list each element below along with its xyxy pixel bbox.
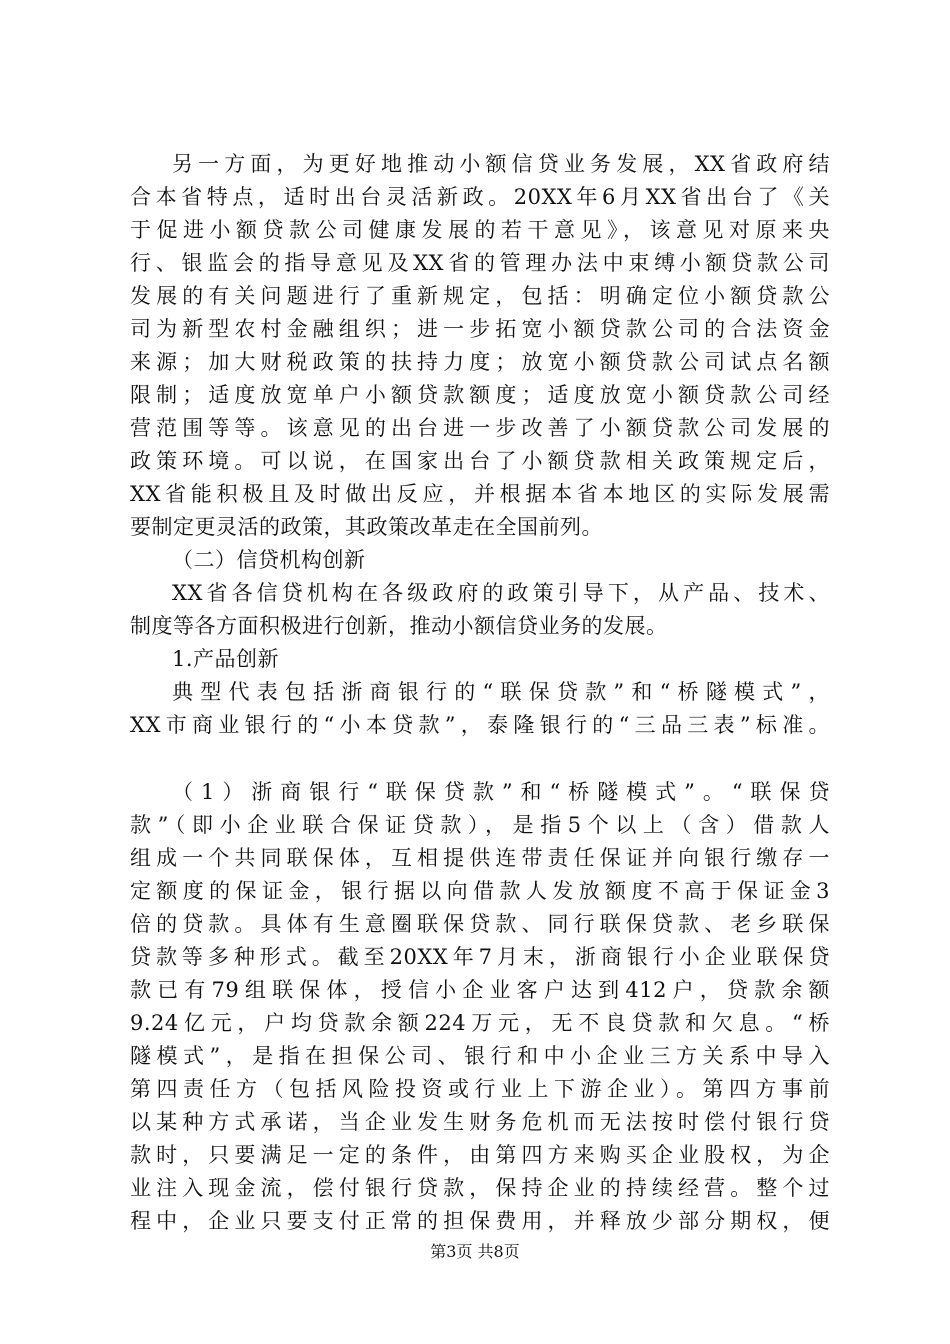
text-line: 营范围等等。该意见的出台进一步改善了小额贷款公司发展的 (130, 416, 830, 440)
text-line: 要制定更灵活的政策，其政策改革走在全国前列。 (130, 515, 603, 539)
text-line: 贷款等多种形式。截至20XX年7月末，浙商银行小企业联保贷 (130, 945, 830, 969)
section-heading: （二）信贷机构创新 (172, 548, 366, 572)
text-line: 款”（即小企业联合保证贷款），是指5个以上（含）借款人 (130, 813, 830, 837)
text-line: 司为新型农村金融组织；进一步拓宽小额贷款公司的合法资金 (130, 317, 830, 341)
text-line: 另一方面，为更好地推动小额信贷业务发展，XX省政府结 (172, 152, 830, 176)
text-line: 合本省特点，适时出台灵活新政。20XX年6月XX省出台了《关 (130, 185, 830, 209)
text-line: 款已有79组联保体，授信小企业客户达到412户，贷款余额 (130, 978, 830, 1002)
paragraph-policy (130, 148, 830, 544)
text-line: 行、银监会的指导意见及XX省的管理办法中束缚小额贷款公司 (130, 251, 830, 275)
text-line: XX省各信贷机构在各级政府的政策引导下，从产品、技术、 (172, 581, 830, 605)
text-line: 来源；加大财税政策的扶持力度；放宽小额贷款公司试点名额 (130, 350, 830, 374)
text-line: 倍的贷款。具体有生意圈联保贷款、同行联保贷款、老乡联保 (130, 912, 830, 936)
text-line: 政策环境。可以说，在国家出台了小额贷款相关政策规定后， (130, 449, 830, 473)
subsection-heading: 1.产品创新 (172, 647, 280, 671)
text-line: 定额度的保证金，银行据以向借款人发放额度不高于保证金3 (130, 879, 830, 903)
text-line: 款时，只要满足一定的条件，由第四方来购买企业股权，为企 (130, 1143, 830, 1167)
text-line: 隧模式”，是指在担保公司、银行和中小企业三方关系中导入 (130, 1044, 830, 1068)
text-line: 业注入现金流，偿付银行贷款，保持企业的持续经营。整个过 (130, 1176, 830, 1200)
paragraph-institutions (130, 577, 830, 643)
page-number-footer: 第3页 共8页 (430, 1242, 520, 1261)
document-body (130, 148, 830, 1238)
paragraph-examples (130, 676, 830, 742)
text-line: 组成一个共同联保体，互相提供连带责任保证并向银行缴存一 (130, 846, 830, 870)
text-line: 第四责任方（包括风险投资或行业上下游企业）。第四方事前 (130, 1077, 830, 1101)
text-line: 9.24亿元，户均贷款余额224万元，无不良贷款和欠息。“桥 (130, 1011, 830, 1035)
text-line: 典型代表包括浙商银行的“联保贷款”和“桥隧模式”， (172, 680, 830, 704)
text-line: 制度等各方面积极进行创新，推动小额信贷业务的发展。 (130, 614, 668, 638)
paragraph-joint-loan (130, 776, 830, 1238)
text-line: XX市商业银行的“小本贷款”，泰隆银行的“三品三表”标准。 (130, 713, 830, 737)
text-line: 于促进小额贷款公司健康发展的若干意见》，该意见对原来央 (130, 218, 830, 242)
paragraph-spacer (130, 742, 830, 776)
text-line: （1）浙商银行“联保贷款”和“桥隧模式”。“联保贷 (172, 780, 830, 804)
text-line: 限制；适度放宽单户小额贷款额度；适度放宽小额贷款公司经 (130, 383, 830, 407)
text-line: XX省能积极且及时做出反应，并根据本省本地区的实际发展需 (130, 482, 830, 506)
text-line: 以某种方式承诺，当企业发生财务危机而无法按时偿付银行贷 (130, 1110, 830, 1134)
text-line: 程中，企业只要支付正常的担保费用，并释放少部分期权，便 (130, 1209, 830, 1233)
text-line: 发展的有关问题进行了重新规定，包括：明确定位小额贷款公 (130, 284, 830, 308)
